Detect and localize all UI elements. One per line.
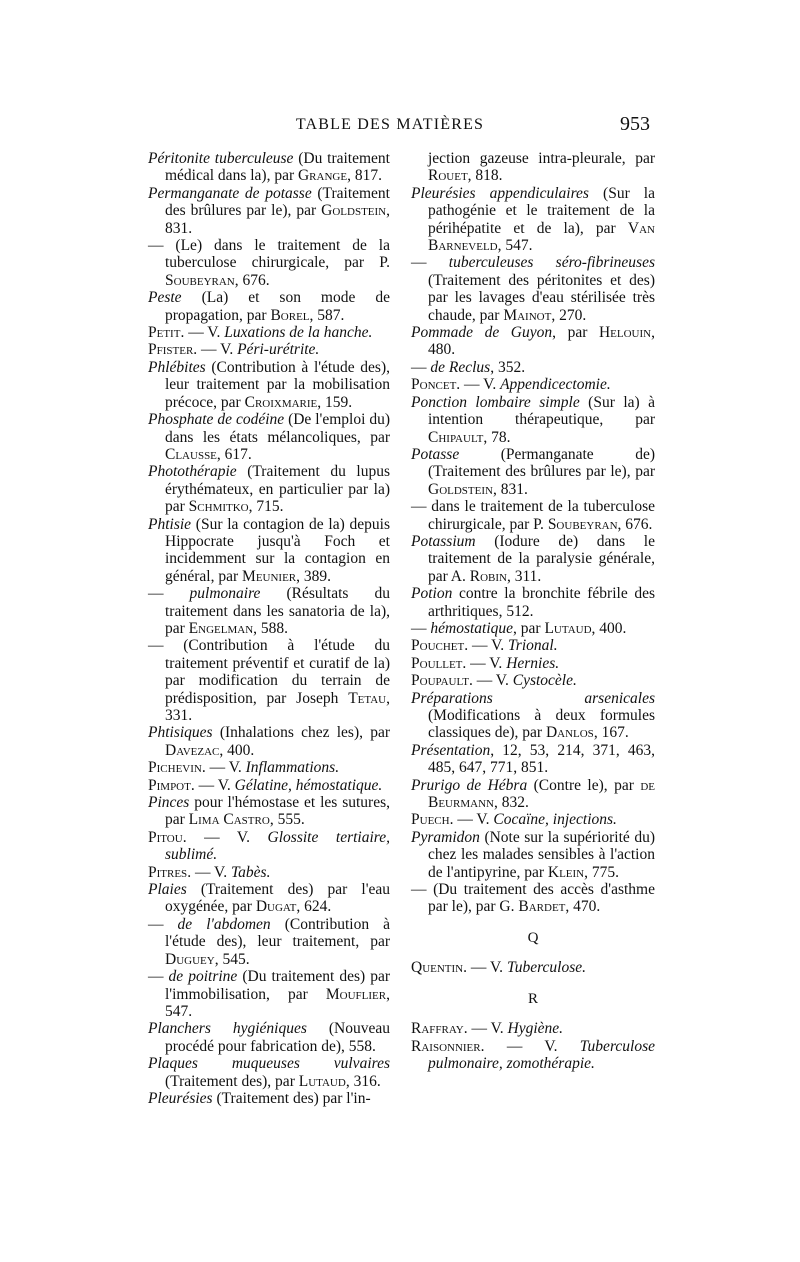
index-entry: Potion contre la bronchite fébrile des arthritiques, 512. bbox=[411, 585, 655, 620]
running-title: TABLE DES MATIÈRES bbox=[295, 116, 485, 133]
index-entry: Potassium (Iodure de) dans le traitement de la paralysie générale, par A. Robin, 311. bbox=[411, 532, 655, 585]
index-entry: Plaques muqueuses vulvaires (Traitement des), par Lutaud, 316. bbox=[148, 1055, 390, 1090]
index-entry: Poullet. — V. Hernies. bbox=[411, 654, 560, 672]
index-entry: Phlébites (Contribution à l'étude des), leur traitement par la mobilisation précoce, par Croixmarie, 159. bbox=[148, 358, 390, 411]
index-entry: Ponction lombaire simple (Sur la) à intention thérapeutique, par Chipault, 78. bbox=[411, 393, 656, 446]
index-entry: — de l'abdomen (Contribution à l'étude des), leur traitement, par Duguey, 545. bbox=[148, 915, 390, 968]
index-entry: — dans le traitement de la tuberculose chirurgicale, par P. Soubeyran, 676. bbox=[411, 498, 655, 533]
section-letter: R bbox=[527, 990, 538, 1007]
index-entry: Phtisiques (Inhalations chez les), par Davezac, 400. bbox=[148, 724, 390, 759]
left-column bbox=[148, 150, 390, 1107]
index-entry: Planchers hygiéniques (Nouveau procédé pour fabrication de), 558. bbox=[148, 1020, 390, 1055]
index-entry: — de Reclus, 352. bbox=[411, 358, 526, 376]
index-entry: Pommade de Guyon, par Helouin, 480. bbox=[411, 324, 655, 359]
index-entry: Puech. — V. Cocaïne, injections. bbox=[411, 811, 617, 829]
index-entry: — pulmonaire (Résultats du traitement dans les sanatoria de la), par Engelman, 588. bbox=[148, 585, 390, 637]
index-entry: Peste (La) et son mode de propagation, par Borel, 587. bbox=[148, 289, 390, 324]
index-entry: — (Contribution à l'étude du traitement préventif et curatif de la) par modification du terrain de prédisposition, par Joseph Tetau, 331. bbox=[148, 637, 390, 724]
index-entry: Pleurésies (Traitement des) par l'in- bbox=[148, 1089, 371, 1107]
page-header bbox=[130, 113, 650, 144]
index-entry: Préparations arsenicales (Modifications à deux formules classiques de), par Danlos, 167. bbox=[411, 689, 655, 742]
index-entry: — (Du traitement des accès d'asthme par le), par G. Bardet, 470. bbox=[411, 881, 655, 916]
index-entry: Poupault. — V. Cystocèle. bbox=[411, 672, 577, 690]
index-entry: Pfister. — V. Péri-urétrite. bbox=[148, 341, 320, 359]
index-entry: Photothérapie (Traitement du lupus érythémateux, en particulier par la) par Schmitko, 715. bbox=[148, 463, 390, 516]
index-entry: Pichevin. — V. Inflammations. bbox=[148, 759, 340, 777]
index-entry: Pyramidon (Note sur la supériorité du) chez les malades sensibles à l'action de l'antipyrine, par Klein, 775. bbox=[411, 828, 655, 881]
index-entry: Pinces pour l'hémostase et les sutures, par Lima Castro, 555. bbox=[148, 794, 390, 829]
index-entry: Plaies (Traitement des) par l'eau oxygénée, par Dugat, 624. bbox=[148, 881, 390, 916]
index-entry: Prurigo de Hébra (Contre le), par de Beurmann, 832. bbox=[411, 776, 655, 812]
page-number: 953 bbox=[620, 113, 650, 135]
index-entry: — (Le) dans le traitement de la tuberculose chirurgicale, par P. Soubeyran, 676. bbox=[148, 237, 390, 289]
index-entry: Pleurésies appendiculaires (Sur la pathogénie et le traitement de la périhépatite et de la), par Van Barneveld, 547. bbox=[411, 184, 655, 255]
section-letter: Q bbox=[527, 929, 539, 946]
index-entry: Permanganate de potasse (Traitement des brûlures par le), par Goldstein, 831. bbox=[148, 184, 390, 237]
right-column bbox=[411, 150, 655, 1072]
index-entry: Péritonite tuberculeuse (Du traitement médical dans la), par Grange, 817. bbox=[148, 150, 390, 185]
index-entry: Présentation, 12, 53, 214, 371, 463, 485, 647, 771, 851. bbox=[411, 741, 655, 777]
index-entry: Quentin. — V. Tuberculose. bbox=[411, 959, 587, 977]
index-entry: Raisonnier. — V. Tuberculose pulmonaire, zomothérapie. bbox=[411, 1037, 655, 1072]
index-entry: — tuberculeuses séro-fibrineuses (Traitement des péritonites et des) par les lavages d'eau stérilisée très chaude, par Mainot, 270. bbox=[411, 254, 655, 324]
index-entry: Poncet. — V. Appendicectomie. bbox=[411, 376, 611, 394]
index-entry: Pitou. — V. Glossite tertiaire, sublimé. bbox=[148, 828, 391, 864]
index-entry: Pouchet. — V. Trional. bbox=[411, 637, 558, 655]
index-entry: Phtisie (Sur la contagion de la) depuis Hippocrate jusqu'à Foch et incidemment sur la contagion en général, par Meunier, 389. bbox=[148, 515, 390, 585]
index-entry: Raffray. — V. Hygiène. bbox=[411, 1020, 564, 1038]
index-entry: — de poitrine (Du traitement des) par l'immobilisation, par Mouflier, 547. bbox=[148, 968, 390, 1020]
index-entry: Pimpot. — V. Gélatine, hémostatique. bbox=[148, 776, 383, 794]
index-entry: jection gazeuse intra-pleurale, par Rouet, 818. bbox=[428, 150, 655, 185]
index-entry: Petit. — V. Luxations de la hanche. bbox=[148, 324, 373, 342]
index-entry: Pitres. — V. Tabès. bbox=[148, 863, 271, 881]
index-entry: Potasse (Permanganate de) (Traitement des brûlures par le), par Goldstein, 831. bbox=[411, 445, 655, 498]
index-entry: — hémostatique, par Lutaud, 400. bbox=[411, 619, 627, 637]
index-entry: Phosphate de codéine (De l'emploi du) dans les états mélancoliques, par Clausse, 617. bbox=[148, 411, 390, 463]
